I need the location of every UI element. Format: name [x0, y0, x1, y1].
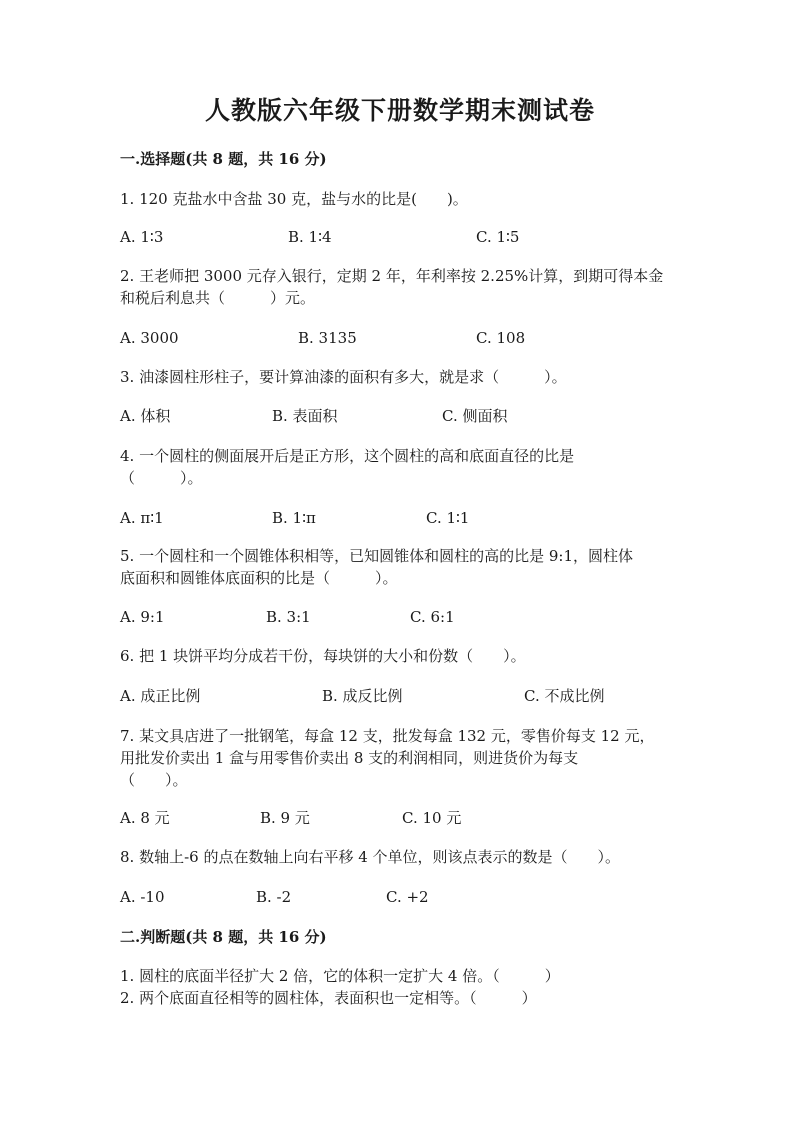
question-8-line-1: 8. 数轴上-6 的点在数轴上向右平移 4 个单位，则该点表示的数是（ ）。 — [120, 848, 621, 866]
question-8-options — [120, 886, 690, 908]
question-7-line-1: 7. 某文具店进了一批钢笔，每盒 12 支，批发每盒 132 元，零售价每支 12 元， — [120, 727, 655, 745]
question-7 — [120, 725, 690, 791]
question-7-option-b: B. 9 元 — [260, 809, 310, 827]
question-4 — [120, 445, 690, 489]
question-4-option-b: B. 1∶π — [272, 509, 316, 527]
question-7-option-a: A. 8 元 — [120, 809, 170, 827]
question-5-line-1: 5. 一个圆柱和一个圆锥体积相等，已知圆锥体和圆柱的高的比是 9:1，圆柱体 — [120, 547, 633, 565]
page-title: 人教版六年级下册数学期末测试卷 — [204, 96, 595, 125]
question-5 — [120, 545, 690, 589]
judgement-list — [120, 965, 690, 1009]
section-heading-true-false: 二.判断题(共 8 题，共 16 分) — [120, 928, 327, 946]
question-2-line-1: 2. 王老师把 3000 元存入银行，定期 2 年，年利率按 2.25%计算，到期可得本金 — [120, 267, 664, 285]
question-1-option-b: B. 1∶4 — [288, 228, 332, 246]
question-7-line-3: （ ）。 — [120, 771, 188, 789]
question-3-option-b: B. 表面积 — [272, 407, 338, 425]
question-2 — [120, 265, 690, 309]
question-1-options — [120, 226, 690, 248]
question-5-option-c: C. 6:1 — [410, 608, 455, 626]
judgement-item-2: 2. 两个底面直径相等的圆柱体，表面积也一定相等。（ ） — [120, 989, 537, 1007]
question-5-line-2: 底面积和圆锥体底面积的比是（ ）。 — [120, 569, 398, 587]
question-8 — [120, 846, 690, 868]
question-4-options — [120, 507, 690, 529]
question-5-option-a: A. 9:1 — [120, 608, 165, 626]
question-1 — [120, 188, 690, 210]
question-6-line-1: 6. 把 1 块饼平均分成若干份，每块饼的大小和份数（ ）。 — [120, 647, 526, 665]
question-1-line-1: 1. 120 克盐水中含盐 30 克，盐与水的比是( )。 — [120, 190, 468, 208]
question-3-option-c: C. 侧面积 — [442, 407, 508, 425]
question-5-options — [120, 606, 690, 628]
question-1-option-a: A. 1∶3 — [120, 228, 164, 246]
question-3-line-1: 3. 油漆圆柱形柱子，要计算油漆的面积有多大，就是求（ ）。 — [120, 368, 567, 386]
question-4-line-1: 4. 一个圆柱的侧面展开后是正方形，这个圆柱的高和底面直径的比是 — [120, 447, 575, 465]
question-3-options — [120, 405, 690, 427]
question-8-option-b: B. -2 — [256, 888, 292, 906]
question-2-line-2: 和税后利息共（ ）元。 — [120, 289, 316, 307]
question-8-option-c: C. +2 — [386, 888, 429, 906]
question-3-option-a: A. 体积 — [120, 407, 171, 425]
question-7-options — [120, 807, 690, 829]
question-2-option-b: B. 3135 — [298, 329, 357, 347]
question-2-option-a: A. 3000 — [120, 329, 179, 347]
question-6-option-a: A. 成正比例 — [120, 687, 201, 705]
question-4-option-c: C. 1∶1 — [426, 509, 470, 527]
question-2-option-c: C. 108 — [476, 329, 526, 347]
question-6-option-b: B. 成反比例 — [322, 687, 403, 705]
question-5-option-b: B. 3:1 — [266, 608, 311, 626]
question-1-option-c: C. 1∶5 — [476, 228, 520, 246]
question-4-line-2: （ ）。 — [120, 469, 203, 487]
question-3 — [120, 366, 690, 388]
question-4-option-a: A. π∶1 — [120, 509, 164, 527]
judgement-item-1: 1. 圆柱的底面半径扩大 2 倍，它的体积一定扩大 4 倍。（ ） — [120, 967, 560, 985]
question-6-options — [120, 685, 690, 707]
question-8-option-a: A. -10 — [120, 888, 165, 906]
question-7-option-c: C. 10 元 — [402, 809, 462, 827]
section-heading-multiple-choice: 一.选择题(共 8 题，共 16 分) — [120, 150, 327, 168]
question-6-option-c: C. 不成比例 — [524, 687, 605, 705]
question-6 — [120, 645, 690, 667]
question-7-line-2: 用批发价卖出 1 盒与用零售价卖出 8 支的利润相同，则进货价为每支 — [120, 749, 579, 767]
question-2-options — [120, 327, 690, 349]
